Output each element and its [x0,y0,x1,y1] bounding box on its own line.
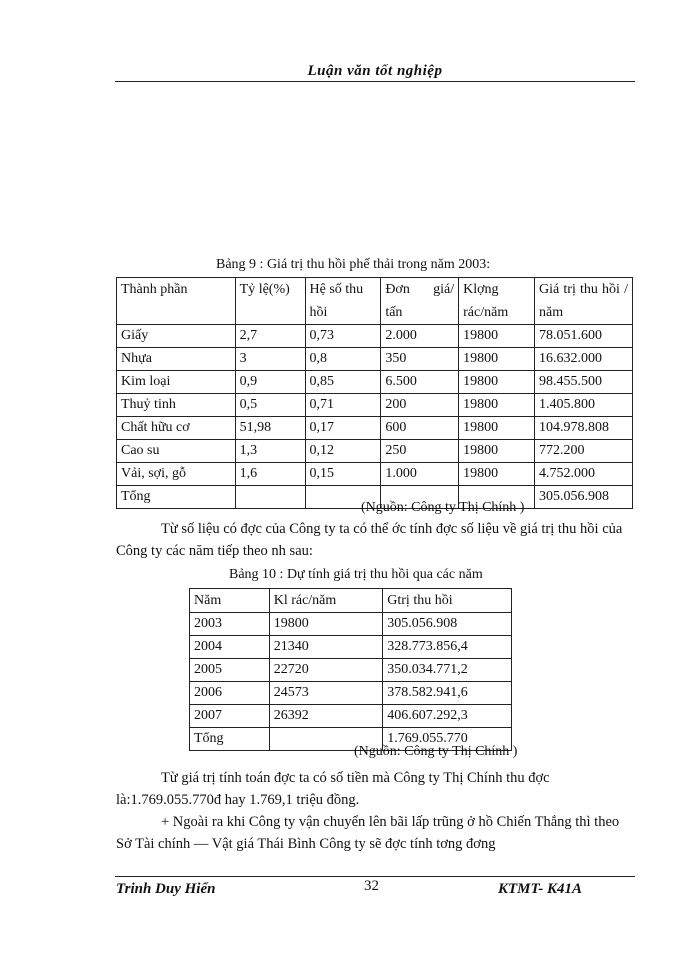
table-row [117,463,633,486]
table-cell: 51,98 [235,417,305,440]
table-cell: Chất hữu cơ [117,417,236,440]
table10-header-row [190,589,512,613]
table-cell: Giấy [117,325,236,348]
table-cell: 1,3 [235,440,305,463]
table-cell: 406.607.292,3 [383,705,512,728]
table10-caption: Bảng 10 : Dự tính giá trị thu hồi qua các năm [229,567,483,582]
table-cell: 2.000 [381,325,459,348]
table-cell: 0,9 [235,371,305,394]
page-number: 32 [364,878,379,894]
table-cell: Cao su [117,440,236,463]
table-cell: 2004 [190,636,270,659]
table-cell: 19800 [459,463,535,486]
table-cell: 378.582.941,6 [383,682,512,705]
table-cell: 350 [381,348,459,371]
table-cell: Tổng [190,728,270,751]
table-cell: 19800 [459,394,535,417]
table-row [190,659,512,682]
table-cell: 19800 [459,417,535,440]
table-cell [235,486,305,509]
table-row [117,440,633,463]
table-cell: 2003 [190,613,270,636]
table-cell: 0,5 [235,394,305,417]
table-row [190,705,512,728]
table9-header-row [117,278,633,325]
table-row [190,682,512,705]
table-cell: 6.500 [381,371,459,394]
table-cell: 19800 [269,613,383,636]
table-row [190,613,512,636]
table9-header-cell: Đơn giá/ tấn [381,278,459,325]
table-cell: 104.978.808 [535,417,633,440]
table-cell: 24573 [269,682,383,705]
table-cell: 21340 [269,636,383,659]
table-cell: 0,73 [305,325,381,348]
table10-header-cell: Kl rác/năm [269,589,383,613]
table-cell: 16.632.000 [535,348,633,371]
table-row [117,325,633,348]
table-cell: 1,6 [235,463,305,486]
table-cell: 350.034.771,2 [383,659,512,682]
table9 [116,277,633,509]
table-cell: 305.056.908 [383,613,512,636]
table-cell: 78.051.600 [535,325,633,348]
paragraph-2: Từ giá trị tính toán đợc ta có số tiền mà Công ty Thị Chính thu đợc là:1.769.055.770đ hay 1.769,1 triệu đồng. [116,770,550,808]
table10-header-cell: Gtrị thu hồi [383,589,512,613]
header-rule [115,81,635,82]
table9-header-cell: Hệ số thu hồi [305,278,381,325]
table-cell: 98.455.500 [535,371,633,394]
table-row [190,636,512,659]
table9-header-cell: Thành phần [117,278,236,325]
table9-header-cell: Giá trị thu hồi / năm [535,278,633,325]
table10-source: (Nguồn: Công ty Thị Chính ) [354,744,518,759]
table-cell: 2,7 [235,325,305,348]
table-cell: 0,12 [305,440,381,463]
table-cell: Nhựa [117,348,236,371]
table-cell: 1.405.800 [535,394,633,417]
table-row [117,417,633,440]
table-cell: 0,17 [305,417,381,440]
table10 [189,588,512,751]
table-cell: 0,85 [305,371,381,394]
table-row [117,394,633,417]
footer-rule [115,876,635,877]
table-row [117,371,633,394]
table-cell: Tổng [117,486,236,509]
table-cell: 19800 [459,348,535,371]
table-cell: 250 [381,440,459,463]
table-cell: 0,8 [305,348,381,371]
table9-caption: Bảng 9 : Giá trị thu hồi phế thải trong năm 2003: [216,257,491,272]
page-header-title: Luận văn tốt nghiệp [307,63,443,79]
table-cell: 305.056.908 [535,486,633,509]
footer-author: Trinh Duy Hiển [116,881,216,897]
table-cell: 2006 [190,682,270,705]
table-cell: 0,71 [305,394,381,417]
table-cell: 2005 [190,659,270,682]
table-cell: 1.000 [381,463,459,486]
table-cell: 1.769.055.770 [383,728,512,751]
table-cell: 3 [235,348,305,371]
table-cell: Kim loại [117,371,236,394]
paragraph-1: Từ số liệu có đợc của Công ty ta có thể ớc tính đợc số liệu về giá trị thu hồi của Công ty các năm tiếp theo nh sau: [116,521,623,559]
table-cell: 4.752.000 [535,463,633,486]
table-cell: 22720 [269,659,383,682]
table-cell: Thuỷ tinh [117,394,236,417]
table-cell: 19800 [459,440,535,463]
table9-header-cell: Klợng rác/năm [459,278,535,325]
paragraph-3: + Ngoài ra khi Công ty vận chuyển lên bãi lấp trũng ở hồ Chiến Thắng thì theo Sở Tài chính — Vật giá Thái Bình Công ty sẽ đợc tính tơng đơng [116,814,620,852]
table-cell: 328.773.856,4 [383,636,512,659]
table9-source: (Nguồn: Công ty Thị Chính ) [361,500,525,515]
table-cell: Vải, sợi, gỗ [117,463,236,486]
table-row [117,348,633,371]
table-cell: 2007 [190,705,270,728]
table-cell: 600 [381,417,459,440]
footer-class: KTMT- K41A [498,881,583,897]
table-cell: 200 [381,394,459,417]
table-cell: 26392 [269,705,383,728]
table10-header-cell: Năm [190,589,270,613]
table-cell: 19800 [459,325,535,348]
table-cell: 772.200 [535,440,633,463]
table-cell: 19800 [459,371,535,394]
table9-header-cell: Tỷ lệ(%) [235,278,305,325]
table-cell: 0,15 [305,463,381,486]
